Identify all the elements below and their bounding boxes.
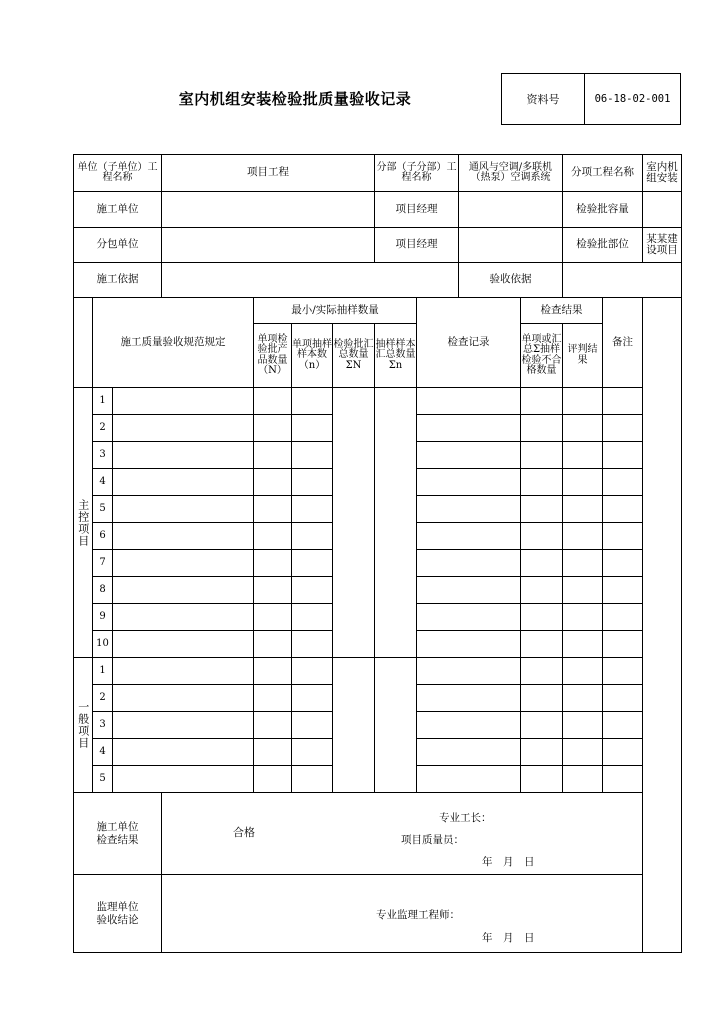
constructor-label: 施工单位 <box>74 192 162 228</box>
constructor-value <box>162 192 375 228</box>
row-number: 1 <box>93 658 113 685</box>
acceptance-basis-label: 验收依据 <box>459 263 563 298</box>
col-sum-n: 抽样样本汇总数量Σn <box>375 324 417 388</box>
engineer-label: 专业监理工程师： <box>376 909 460 921</box>
col-result: 检查结果 <box>521 298 603 324</box>
construction-result: 合格 <box>233 826 255 839</box>
sub-label: 分部（子分部）工程名称 <box>375 155 459 192</box>
subcontractor-value <box>162 228 375 263</box>
row-number: 10 <box>93 631 113 658</box>
pm2-value <box>459 228 563 263</box>
basis-label: 施工依据 <box>74 263 162 298</box>
col-fail-count: 单项或汇总Σ抽样检验不合格数量 <box>521 324 563 388</box>
col-n-item: 单项检验批产品数量（N） <box>254 324 292 388</box>
col-judgement: 评判结果 <box>563 324 603 388</box>
acceptance-basis-value <box>563 263 682 298</box>
subcontractor-label: 分包单位 <box>74 228 162 263</box>
construction-date: 年 月 日 <box>482 856 535 868</box>
col-remark: 备注 <box>603 298 643 388</box>
col-sampling: 最小/实际抽样数量 <box>254 298 417 324</box>
inspector-label: 项目质量员： <box>401 834 464 846</box>
row-number: 4 <box>93 469 113 496</box>
item-label: 分项工程名称 <box>563 155 643 192</box>
unit-label: 单位（子单位）工程名称 <box>74 155 162 192</box>
doc-number-value: 06-18-02-001 <box>594 93 671 105</box>
row-number: 3 <box>93 442 113 469</box>
capacity-value <box>643 192 682 228</box>
pm-label: 项目经理 <box>375 192 459 228</box>
doc-number-label: 资料号 <box>502 74 585 124</box>
row-number: 1 <box>93 388 113 415</box>
row-number: 4 <box>93 739 113 766</box>
row-number: 2 <box>93 685 113 712</box>
col-n-sample: 单项抽样样本数（n） <box>292 324 333 388</box>
capacity-label: 检验批容量 <box>563 192 643 228</box>
supervision-date: 年 月 日 <box>482 932 535 944</box>
construction-check-label: 施工单位检查结果 <box>74 793 162 875</box>
basis-value <box>162 263 459 298</box>
page-title: 室内机组安装检验批质量验收记录 <box>178 90 412 108</box>
row-number: 7 <box>93 550 113 577</box>
pm-value <box>459 192 563 228</box>
construction-check-area <box>162 793 643 875</box>
col-sum-N: 检验批汇总数量ΣN <box>333 324 375 388</box>
sub-value: 通风与空调/多联机（热泵）空调系统 <box>459 155 563 192</box>
row-number: 2 <box>93 415 113 442</box>
supervision-area <box>162 875 643 953</box>
general-items-label: 一般项目 <box>74 658 93 793</box>
item-value: 室内机组安装 <box>643 155 682 192</box>
inspection-table <box>73 154 682 953</box>
location-value: 某某建设项目 <box>643 228 682 263</box>
doc-number-box <box>501 73 681 125</box>
main-items-label: 主控项目 <box>74 388 93 658</box>
row-number: 5 <box>93 766 113 793</box>
col-record: 检查记录 <box>417 298 521 388</box>
side-blank <box>74 298 93 388</box>
row-number: 6 <box>93 523 113 550</box>
row-number: 3 <box>93 712 113 739</box>
foreman-label: 专业工长： <box>439 812 492 824</box>
unit-value: 项目工程 <box>162 155 375 192</box>
pm2-label: 项目经理 <box>375 228 459 263</box>
row-number: 8 <box>93 577 113 604</box>
col-spec: 施工质量验收规范规定 <box>93 298 254 388</box>
row-number: 9 <box>93 604 113 631</box>
supervision-label: 监理单位验收结论 <box>74 875 162 953</box>
location-label: 检验批部位 <box>563 228 643 263</box>
row-number: 5 <box>93 496 113 523</box>
